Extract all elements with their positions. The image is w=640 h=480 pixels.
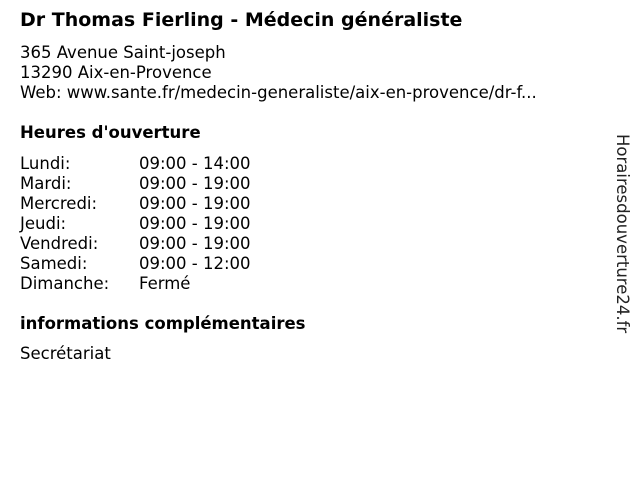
day-label: Dimanche: bbox=[20, 274, 110, 293]
time-value: Fermé bbox=[139, 274, 191, 293]
day-label: Mardi: bbox=[20, 174, 72, 193]
time-value: 09:00 - 14:00 bbox=[139, 154, 251, 173]
time-value: 09:00 - 19:00 bbox=[139, 174, 251, 193]
address-block bbox=[20, 43, 537, 103]
day-label: Lundi: bbox=[20, 154, 71, 173]
day-label: Jeudi: bbox=[20, 214, 67, 233]
watermark bbox=[612, 134, 632, 344]
time-value: 09:00 - 19:00 bbox=[139, 194, 251, 213]
info-text: Secrétariat bbox=[20, 344, 111, 363]
page-title: Dr Thomas Fierling - Médecin généraliste bbox=[20, 9, 463, 31]
day-label: Samedi: bbox=[20, 254, 88, 273]
hours-heading: Heures d'ouverture bbox=[20, 123, 201, 142]
address-city: 13290 Aix-en-Provence bbox=[20, 63, 212, 82]
time-value: 09:00 - 12:00 bbox=[139, 254, 251, 273]
address-street: 365 Avenue Saint-joseph bbox=[20, 43, 226, 62]
info-heading: informations complémentaires bbox=[20, 314, 306, 333]
time-value: 09:00 - 19:00 bbox=[139, 234, 251, 253]
day-label: Vendredi: bbox=[20, 234, 99, 253]
watermark-text: Horairesdouverture24.fr bbox=[613, 134, 632, 334]
time-value: 09:00 - 19:00 bbox=[139, 214, 251, 233]
website-link[interactable]: Web: www.sante.fr/medecin-generaliste/aix-en-provence/dr-f... bbox=[20, 83, 537, 102]
day-label: Mercredi: bbox=[20, 194, 98, 213]
